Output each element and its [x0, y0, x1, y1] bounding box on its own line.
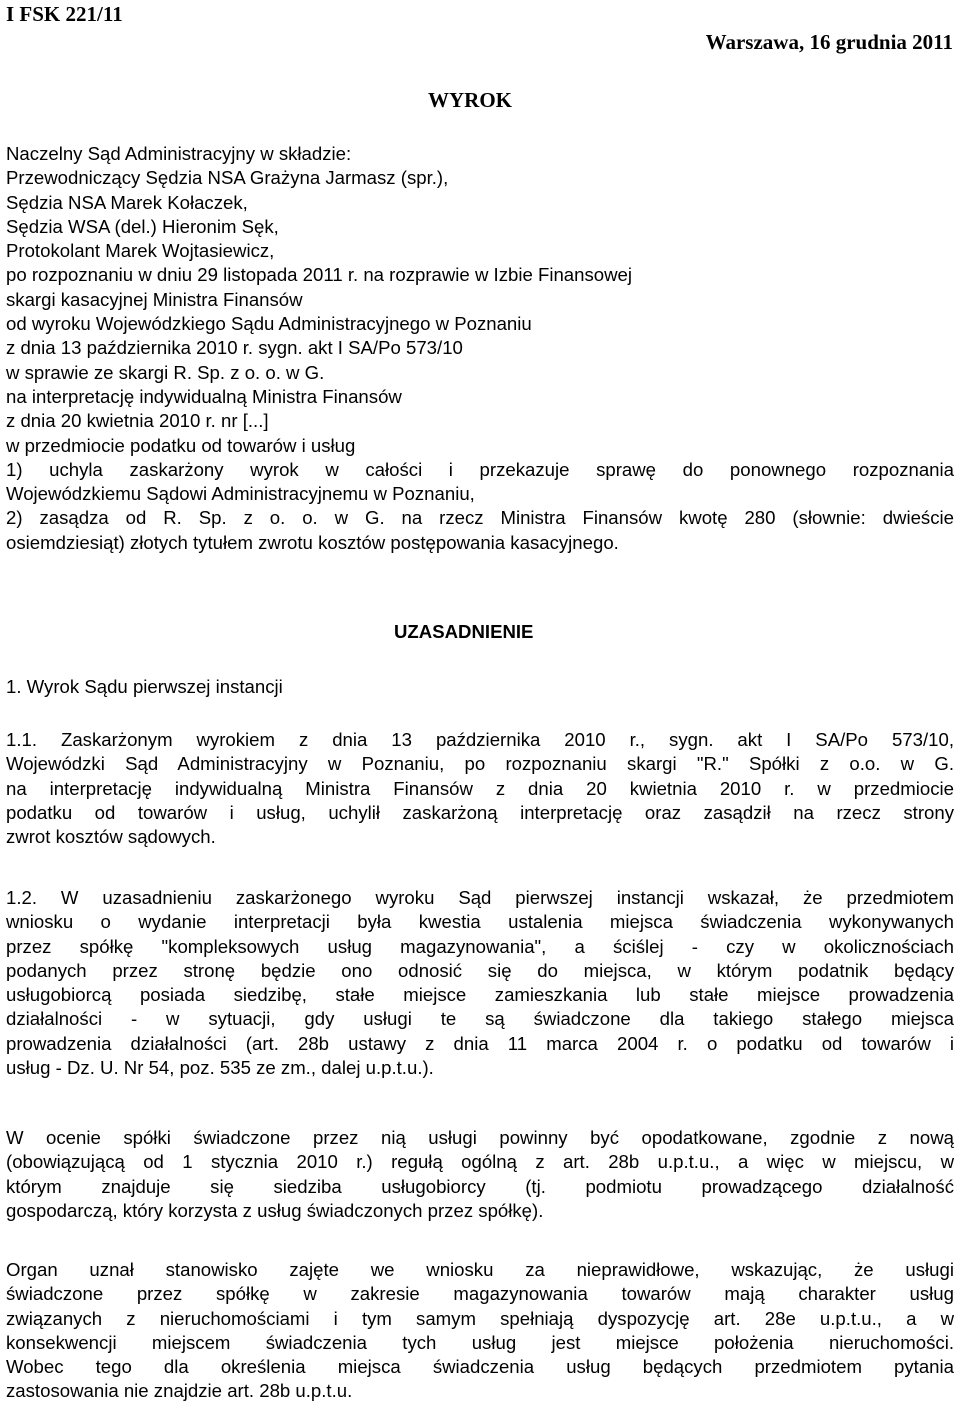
composition-line: po rozpoznaniu w dniu 29 listopada 2011 r. na rozprawie w Izbie Finansowej — [6, 264, 633, 286]
paragraph-line: na interpretację indywidualną Ministra Finansów z dnia 20 kwietnia 2010 r. w przedmiocie — [6, 777, 954, 799]
composition-line: Sędzia NSA Marek Kołaczek, — [6, 191, 248, 213]
composition-line: w sprawie ze skargi R. Sp. z o. o. w G. — [6, 361, 325, 383]
paragraph-line: usługobiorcą posiada siedzibę, stałe miejsce zamieszkania lub stałe miejsce prowadzenia — [6, 984, 954, 1006]
paragraph-1-2 — [6, 886, 954, 1080]
justification-subheading: 1. Wyrok Sądu pierwszej instancji — [6, 676, 283, 697]
paragraph-line: działalności - w sytuacji, gdy usługi te są świadczone dla takiego stałego miejsca — [6, 1008, 954, 1030]
paragraph-line: zastosowania nie znajdzie art. 28b u.p.t.u. — [6, 1380, 353, 1402]
paragraph-line: podanych przez stronę będzie ono odnosić się do miejsca, w którym podatnik będący — [6, 959, 954, 981]
ruling-item-2: 2) zasądza od R. Sp. z o. o. w G. na rzecz Ministra Finansów kwotę 280 (słownie: dwieście — [6, 507, 954, 529]
paragraph-1-1 — [6, 728, 954, 849]
paragraph-line: W ocenie spółki świadczone przez nią usługi powinny być opodatkowane, zgodnie z nową — [6, 1127, 954, 1148]
composition-line: z dnia 20 kwietnia 2010 r. nr [...] — [6, 410, 269, 432]
paragraph-line: zwrot kosztów sądowych. — [6, 826, 216, 848]
paragraph-line: Wobec tego dla określenia miejsca świadczenia usług będących przedmiotem pytania — [6, 1356, 954, 1378]
composition-line: od wyroku Wojewódzkiego Sądu Administracyjnego w Poznaniu — [6, 313, 532, 335]
paragraph-line: podatku od towarów i usług, uchylił zaskarżoną interpretację oraz zasądził na rzecz strony — [6, 801, 954, 823]
paragraph-line: przez spółkę "kompleksowych usług magazynowania", a ściślej - czy w okolicznościach — [6, 935, 954, 957]
paragraph-3 — [6, 1258, 954, 1404]
paragraph-line: którym znajduje się siedziba usługobiorcy (tj. podmiotu prowadzącego działalność — [6, 1175, 954, 1197]
paragraph-line: związanych z nieruchomościami i tym samym spełniają dyspozycję art. 28e u.p.t.u., a w — [6, 1307, 954, 1329]
paragraph-line: wniosku o wydanie interpretacji była kwestia ustalenia miejsca świadczenia wykonywanych — [6, 911, 954, 933]
paragraph-line: Organ uznał stanowisko zajęte we wniosku za nieprawidłowe, wskazując, że usługi — [6, 1259, 954, 1280]
place-date: Warszawa, 16 grudnia 2011 — [705, 30, 953, 54]
composition-line: z dnia 13 października 2010 r. sygn. akt I SA/Po 573/10 — [6, 337, 463, 359]
composition-line: skargi kasacyjnej Ministra Finansów — [6, 288, 303, 310]
paragraph-2 — [6, 1126, 954, 1223]
case-number: I FSK 221/11 — [6, 2, 123, 26]
composition-line: Sędzia WSA (del.) Hieronim Sęk, — [6, 215, 279, 237]
paragraph-line: (obowiązującą od 1 stycznia 2010 r.) regułą ogólną z art. 28b u.p.t.u., a więc w miejscu, w — [6, 1151, 954, 1173]
paragraph-line: 1.1. Zaskarżonym wyrokiem z dnia 13 października 2010 r., sygn. akt I SA/Po 573/10, — [6, 729, 954, 750]
composition-line: na interpretację indywidualną Ministra Finansów — [6, 385, 402, 407]
composition-line: w przedmiocie podatku od towarów i usług — [6, 434, 356, 456]
paragraph-line: gospodarczą, który korzysta z usług świadczonych przez spółkę). — [6, 1199, 544, 1221]
composition-line: Przewodniczący Sędzia NSA Grażyna Jarmasz (spr.), — [6, 167, 449, 189]
paragraph-line: Wojewódzki Sąd Administracyjny w Poznaniu, po rozpoznaniu skargi "R." Spółki z o.o. w G. — [6, 753, 954, 775]
paragraph-line: prowadzenia działalności (art. 28b ustawy z dnia 11 marca 2004 r. o podatku od towarów i — [6, 1032, 954, 1054]
court-composition — [6, 142, 954, 555]
ruling-item-2-cont: osiemdziesiąt) złotych tytułem zwrotu kosztów postępowania kasacyjnego. — [6, 531, 619, 553]
ruling-item-1: 1) uchyla zaskarżony wyrok w całości i przekazuje sprawę do ponownego rozpoznania — [6, 458, 954, 480]
paragraph-line: świadczone przez spółkę w zakresie magazynowania towarów mają charakter usług — [6, 1283, 954, 1305]
composition-line: Protokolant Marek Wojtasiewicz, — [6, 240, 275, 262]
paragraph-line: 1.2. W uzasadnieniu zaskarżonego wyroku Sąd pierwszej instancji wskazał, że przedmiotem — [6, 887, 954, 908]
ruling-item-1-cont: Wojewódzkiemu Sądowi Administracyjnemu w Poznaniu, — [6, 483, 475, 505]
justification-title: UZASADNIENIE — [394, 621, 534, 642]
paragraph-line: konsekwencji miejscem świadczenia tych usług jest miejsce położenia nieruchomości. — [6, 1331, 954, 1353]
document-title: WYROK — [428, 88, 512, 112]
composition-line: Naczelny Sąd Administracyjny w składzie: — [6, 143, 352, 164]
paragraph-line: usług - Dz. U. Nr 54, poz. 535 ze zm., dalej u.p.t.u.). — [6, 1057, 434, 1079]
